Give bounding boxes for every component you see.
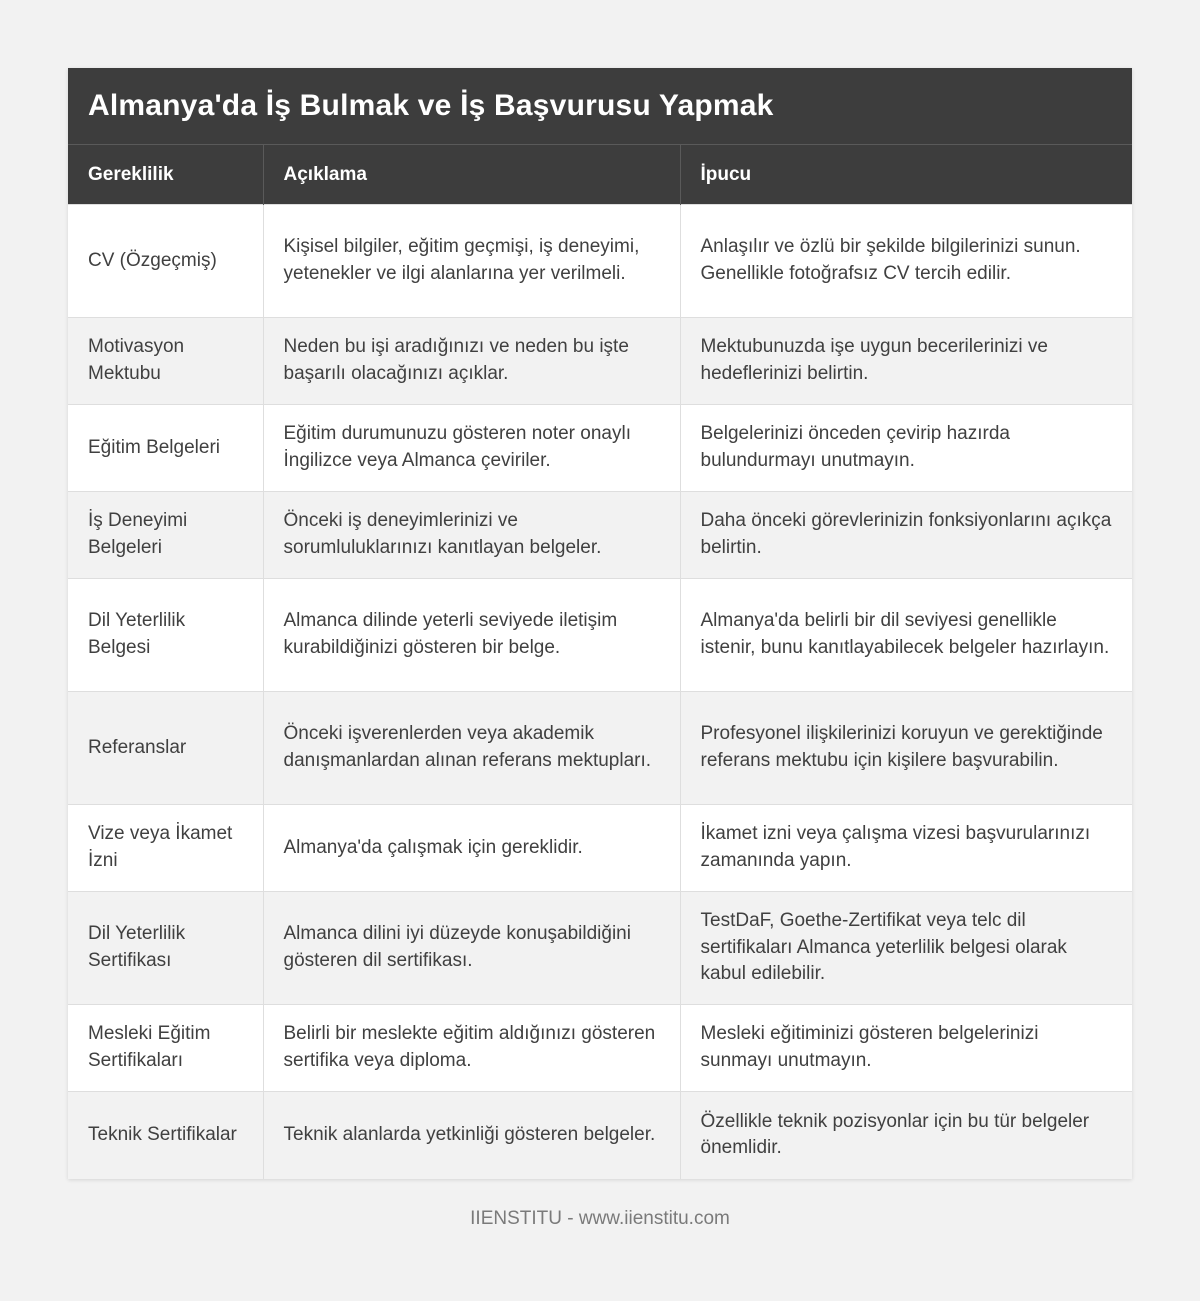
cell-tip: Profesyonel ilişkilerinizi koruyun ve gerektiğinde referans mektubu için kişilere başvurabilin. — [680, 692, 1132, 805]
table-row — [68, 1005, 1132, 1092]
cell-description: Eğitim durumunuzu gösteren noter onaylı İngilizce veya Almanca çeviriler. — [263, 405, 680, 492]
cell-tip: Özellikle teknik pozisyonlar için bu tür belgeler önemlidir. — [680, 1092, 1132, 1179]
cell-description: Almanca dilini iyi düzeyde konuşabildiğini gösteren dil sertifikası. — [263, 892, 680, 1005]
column-header-requirement: Gereklilik — [68, 145, 263, 205]
cell-requirement: Teknik Sertifikalar — [68, 1092, 263, 1179]
table-row — [68, 205, 1132, 318]
table-row — [68, 892, 1132, 1005]
column-header-tip: İpucu — [680, 145, 1132, 205]
cell-tip: Almanya'da belirli bir dil seviyesi genellikle istenir, bunu kanıtlayabilecek belgeler hazırlayın. — [680, 579, 1132, 692]
cell-tip: Anlaşılır ve özlü bir şekilde bilgilerinizi sunun. Genellikle fotoğrafsız CV tercih edilir. — [680, 205, 1132, 318]
column-header-description: Açıklama — [263, 145, 680, 205]
cell-requirement: Mesleki Eğitim Sertifikaları — [68, 1005, 263, 1092]
cell-tip: TestDaF, Goethe-Zertifikat veya telc dil sertifikaları Almanca yeterlilik belgesi olarak kabul edilebilir. — [680, 892, 1132, 1005]
table-row — [68, 692, 1132, 805]
cell-description: Teknik alanlarda yetkinliği gösteren belgeler. — [263, 1092, 680, 1179]
cell-description: Kişisel bilgiler, eğitim geçmişi, iş deneyimi, yetenekler ve ilgi alanlarına yer verilmeli. — [263, 205, 680, 318]
cell-tip: İkamet izni veya çalışma vizesi başvurularınızı zamanında yapın. — [680, 805, 1132, 892]
cell-description: Önceki iş deneyimlerinizi ve sorumluluklarınızı kanıtlayan belgeler. — [263, 492, 680, 579]
cell-tip: Daha önceki görevlerinizin fonksiyonlarını açıkça belirtin. — [680, 492, 1132, 579]
cell-tip: Mesleki eğitiminizi gösteren belgelerinizi sunmayı unutmayın. — [680, 1005, 1132, 1092]
table-row — [68, 805, 1132, 892]
table-row — [68, 1092, 1132, 1179]
page-title: Almanya'da İş Bulmak ve İş Başvurusu Yapmak — [88, 89, 774, 122]
table-row — [68, 579, 1132, 692]
cell-tip: Belgelerinizi önceden çevirip hazırda bulundurmayı unutmayın. — [680, 405, 1132, 492]
footer-credit: IIENSTITU - www.iienstitu.com — [470, 1208, 730, 1229]
cell-requirement: İş Deneyimi Belgeleri — [68, 492, 263, 579]
table-row — [68, 318, 1132, 405]
cell-tip: Mektubunuzda işe uygun becerilerinizi ve hedeflerinizi belirtin. — [680, 318, 1132, 405]
cell-requirement: Referanslar — [68, 692, 263, 805]
cell-requirement: Vize veya İkamet İzni — [68, 805, 263, 892]
table-card — [68, 68, 1132, 1179]
table-header-row — [68, 145, 1132, 205]
cell-description: Önceki işverenlerden veya akademik danışmanlardan alınan referans mektupları. — [263, 692, 680, 805]
cell-requirement: CV (Özgeçmiş) — [68, 205, 263, 318]
table-row — [68, 405, 1132, 492]
cell-description: Almanya'da çalışmak için gereklidir. — [263, 805, 680, 892]
cell-description: Neden bu işi aradığınızı ve neden bu işte başarılı olacağınızı açıklar. — [263, 318, 680, 405]
table-row — [68, 492, 1132, 579]
cell-description: Almanca dilinde yeterli seviyede iletişim kurabildiğinizi gösteren bir belge. — [263, 579, 680, 692]
cell-requirement: Eğitim Belgeleri — [68, 405, 263, 492]
cell-requirement: Dil Yeterlilik Sertifikası — [68, 892, 263, 1005]
cell-requirement: Motivasyon Mektubu — [68, 318, 263, 405]
requirements-table — [68, 144, 1132, 1179]
cell-requirement: Dil Yeterlilik Belgesi — [68, 579, 263, 692]
title-bar — [68, 68, 1132, 144]
cell-description: Belirli bir meslekte eğitim aldığınızı gösteren sertifika veya diploma. — [263, 1005, 680, 1092]
